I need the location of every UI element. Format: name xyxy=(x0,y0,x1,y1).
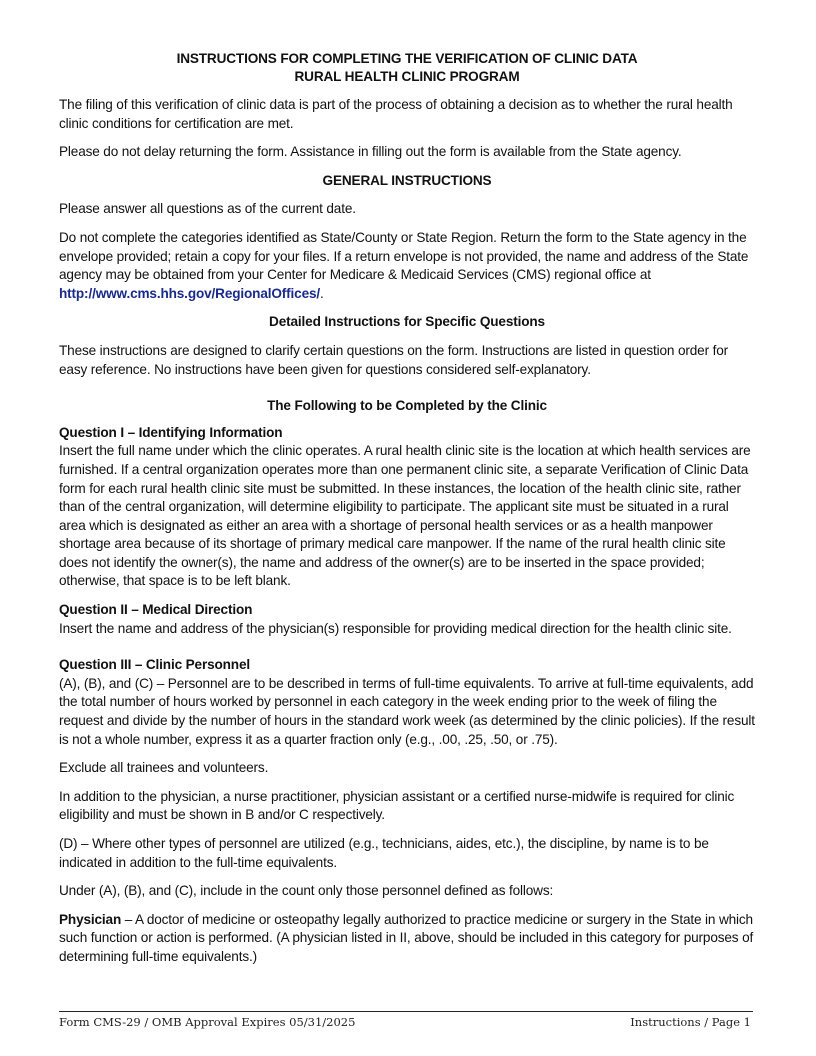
question-1-body: Insert the full name under which the clinic operates. A rural health clinic site is the location at which health services are furnished. If a central organization operates more than one permanent clinic site, a separate Verification of Clinic Data form for each rural health clinic site must be submitted. In these instances, the location of the health clinic site, rather than of the central organization, will determine eligibility to participate. The applicant site must be situated in a rural area which is designated as either an area with a shortage of personal health services or as a health manpower shortage area because of its shortage of primary medical care manpower. If the name of the rural health clinic site does not identify the owner(s), the name and address of the owner(s) are to be inserted in the space provided; otherwise, that space is to be left blank. xyxy=(59,443,751,589)
physician-definition xyxy=(59,911,755,967)
question-2-block xyxy=(59,601,755,638)
question-3-d: (D) – Where other types of personnel are utilized (e.g., technicians, aides, etc.), the discipline, by name is to be indicated in addition to the full-time equivalents. xyxy=(59,836,709,870)
general-paragraph-2-text: Do not complete the categories identified as State/County or State Region. Return the form to the State agency in the envelope provided; retain a copy for your files. If a return envelope is not provided, the name and address of the State agency may be obtained from your Center for Medicare & Medicaid Services (CMS) regional office at xyxy=(59,229,749,283)
question-1-heading: Question I – Identifying Information xyxy=(59,424,283,440)
general-paragraph-2 xyxy=(59,229,755,303)
page-footer xyxy=(59,1015,751,1029)
instructions-page xyxy=(59,50,755,977)
clinic-section-heading: The Following to be Completed by the Clinic xyxy=(267,398,547,414)
general-paragraph-1: Please answer all questions as of the current date. xyxy=(59,201,356,217)
question-3-under: Under (A), (B), and (C), include in the count only those personnel defined as follows: xyxy=(59,883,554,899)
question-2-heading: Question II – Medical Direction xyxy=(59,602,253,618)
physician-term: Physician xyxy=(59,911,122,927)
question-2-body: Insert the name and address of the physician(s) responsible for providing medical direction for the health clinic site. xyxy=(59,620,732,636)
question-3-heading: Question III – Clinic Personnel xyxy=(59,657,250,673)
question-3-addition: In addition to the physician, a nurse practitioner, physician assistant or a certified nurse-midwife is required for clinic eligibility and must be shown in B and/or C respectively. xyxy=(59,788,735,823)
intro-paragraph-2: Please do not delay returning the form. Assistance in filling out the form is available from the State agency. xyxy=(59,144,682,160)
physician-definition-text: – A doctor of medicine or osteopathy legally authorized to practice medicine or surgery in the State in which such function or action is performed. (A physician listed in II, above, should be included in this category for purposes of determining full-time equivalents.) xyxy=(59,911,754,964)
general-paragraph-2-suffix: . xyxy=(320,285,324,301)
document-title-line1: INSTRUCTIONS FOR COMPLETING THE VERIFICATION OF CLINIC DATA xyxy=(176,51,638,66)
intro-paragraph-1: The filing of this verification of clinic data is part of the process of obtaining a decision as to whether the rural health clinic conditions for certification are met. xyxy=(59,97,733,131)
question-1-block xyxy=(59,424,755,591)
detailed-paragraph: These instructions are designed to clarify certain questions on the form. Instructions are listed in question order for easy reference. No instructions have been given for questions considered self-explanatory. xyxy=(59,342,728,377)
footer-divider xyxy=(59,1011,753,1012)
footer-page-number: Instructions / Page 1 xyxy=(630,1015,751,1029)
question-3-body: (A), (B), and (C) – Personnel are to be described in terms of full-time equivalents. To arrive at full-time equivalents, add the total number of hours worked by personnel in each category in the week ending prior to the week of filing the request and divide by the number of hours in the standard work week (as determined by the clinic policies). If the result is not a whole number, express it as a quarter fraction only (e.g., .00, .25, .50, or .75). xyxy=(59,675,755,747)
footer-form-id: Form CMS-29 / OMB Approval Expires 05/31/2025 xyxy=(59,1015,356,1029)
general-instructions-heading: GENERAL INSTRUCTIONS xyxy=(322,172,492,188)
document-title-line2: RURAL HEALTH CLINIC PROGRAM xyxy=(294,69,520,84)
detailed-instructions-heading: Detailed Instructions for Specific Questions xyxy=(269,314,545,330)
question-3-block xyxy=(59,656,755,749)
question-3-exclude: Exclude all trainees and volunteers. xyxy=(59,760,269,776)
regional-offices-link[interactable]: http://www.cms.hhs.gov/RegionalOffices/ xyxy=(59,285,321,301)
